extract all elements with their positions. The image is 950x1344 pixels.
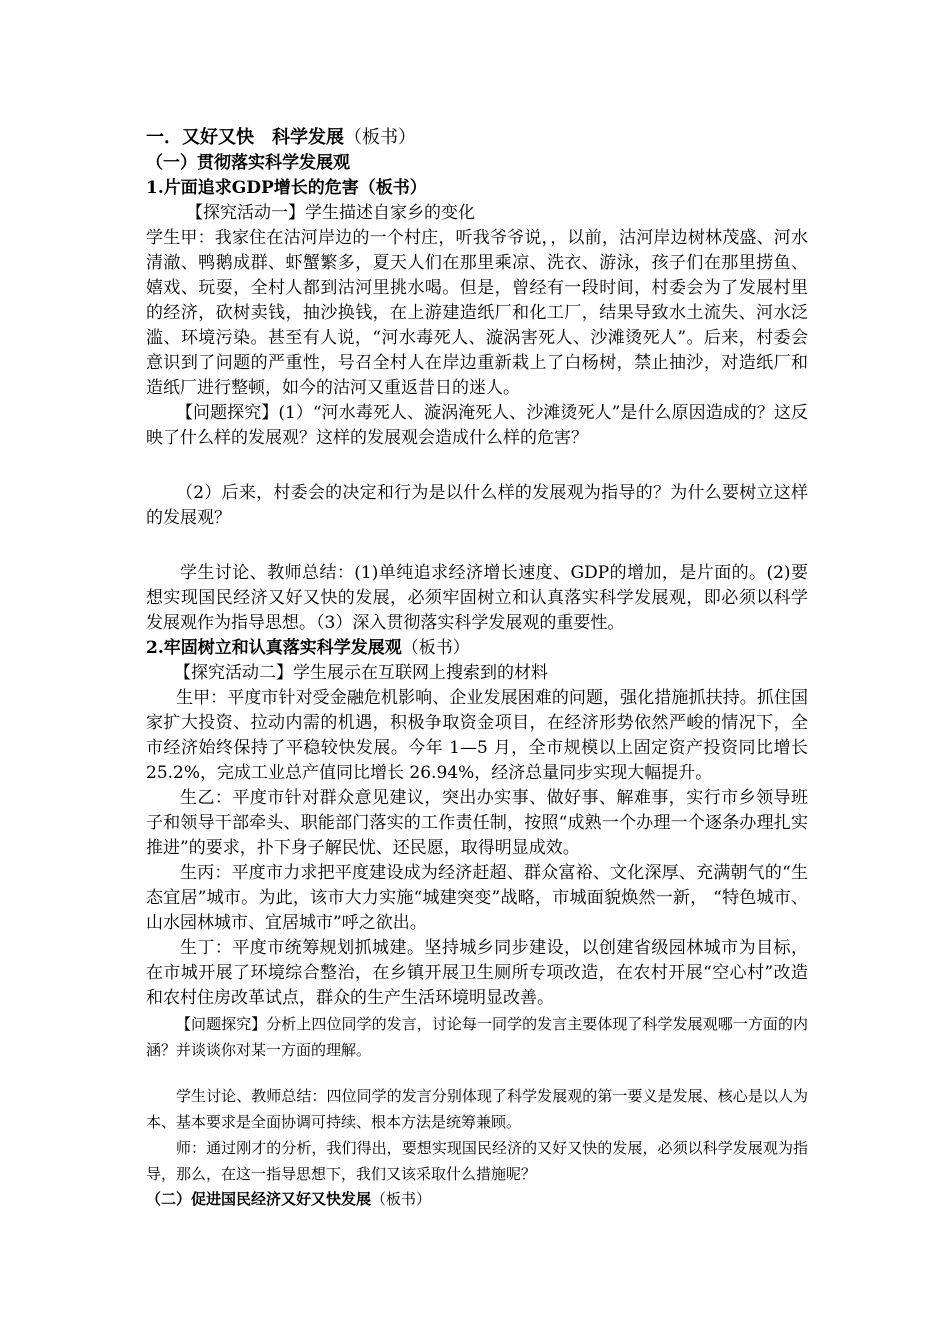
subsection-title: （二）促进国民经济又好又快发展 [146,1190,372,1208]
student-jia-paragraph: 学生甲：我家住在沽河岸边的一个村庄，听我爷爷说，，以前，沽河岸边树林茂盛、河水清澈、鸭鹅成群、虾蟹繁多，夏天人们在那里乘凉、洗衣、游泳，孩子们在那里捞鱼、嬉戏、玩耍，全村人都到沽河里挑水喝。但是，曾经有一段时间，村委会为了发展村里的经济，砍树卖钱，抽沙换钱，在上游建造纸厂和化工厂，结果导致水土流失、河水泛滥、环境污染。甚至有人说，“河水毒死人、漩涡害死人、沙滩烫死人”。后来，村委会意识到了问题的严重性，号召全村人在岸边重新栽上了白杨树，禁止抽沙，对造纸厂和造纸厂进行整顿，如今的沽河又重返昔日的迷人。 [146,228,808,398]
subsection-heading-1: （一）贯彻落实科学发展观 [146,153,350,173]
topic-title: 2.牢固树立和认真落实科学发展观 [146,638,402,658]
spacer [146,1063,808,1083]
student-jia-2-paragraph: 生甲：平度市针对受金融危机影响、企业发展困难的问题，强化措施抓扶持。抓住国家扩大投资、拉动内需的机遇，积极争取资金项目，在经济形势依然严峻的情况下，全市经济始终保持了平稳较快发展。今年 1—5 月，全市规模以上固定资产投资同比增长 25.2%，完成工业总产值同比增长 26.94%，经济总量同步实现大幅提升。 [146,688,808,783]
board-note: （板书） [401,638,470,658]
section-heading-1 [146,124,808,151]
board-note: （板书） [344,127,416,148]
question-2-paragraph: （2）后来，村委会的决定和行为是以什么样的发展观为指导的？为什么要树立这样的发展观？ [146,483,808,528]
activity-1-heading: 【探究活动一】学生描述自家乡的变化 [186,203,475,223]
document-page [146,124,808,1212]
teacher-paragraph: 师：通过刚才的分析，我们得出，要想实现国民经济的又好又快的发展，必须以科学发展观为指导，那么，在这一指导思想下，我们又该采取什么措施呢？ [146,1139,808,1183]
summary-1-paragraph: 学生讨论、教师总结：(1)单纯追求经济增长速度、GDP的增加，是片面的。(2)要想实现国民经济又好又快的发展，必须牢固树立和认真落实科学发展观，即必须以科学发展观作为指导思想。（3）深入贯彻落实科学发展观的重要性。 [146,563,808,633]
student-ding-paragraph: 生丁：平度市统筹规划抓城建。坚持城乡同步建设，以创建省级园林城市为目标，在市城开展了环境综合整治，在乡镇开展卫生厕所专项改造，在农村开展“空心村”改造和农村住房改革试点，群众的生产生活环境明显改善。 [146,938,808,1008]
activity-2-heading: 【探究活动二】学生展示在互联网上搜索到的材料 [174,663,548,683]
spacer [146,531,808,561]
topic-heading-2 [146,636,808,661]
question-3-paragraph: 【问题探究】分析上四位同学的发言，讨论每一同学的发言主要体现了科学发展观哪一方面的内涵？并谈谈你对某一方面的理解。 [146,1015,808,1059]
subsection-heading-2 [146,1187,808,1212]
student-bing-paragraph: 生丙：平度市力求把平度建设成为经济赶超、群众富裕、文化深厚、充满朝气的“生态宜居”城市。为此，该市大力实施“城建突变”战略，市城面貌焕然一新， “特色城市、山水园林城市、宜居城市”呼之欲出。 [146,863,808,933]
spacer [146,451,808,481]
summary-2-paragraph: 学生讨论、教师总结：四位同学的发言分别体现了科学发展观的第一要义是发展、核心是以人为本、基本要求是全面协调可持续、根本方法是统筹兼顾。 [146,1087,808,1131]
question-1-paragraph: 【问题探究】(1）“河水毒死人、漩涡淹死人、沙滩烫死人”是什么原因造成的？这反映了什么样的发展观？这样的发展观会造成什么样的危害？ [146,403,808,448]
section-title: 一．又好又快 科学发展 [146,127,344,148]
topic-heading-1: 1.片面追求GDP增长的危害（板书） [146,178,427,198]
student-yi-paragraph: 生乙：平度市针对群众意见建议，突出办实事、做好事、解难事，实行市乡领导班子和领导干部牵头、职能部门落实的工作责任制，按照“成熟一个办理一个逐条办理扎实推进”的要求，扑下身子解民忧、还民愿，取得明显成效。 [146,788,808,858]
board-note: （板书） [371,1190,432,1208]
